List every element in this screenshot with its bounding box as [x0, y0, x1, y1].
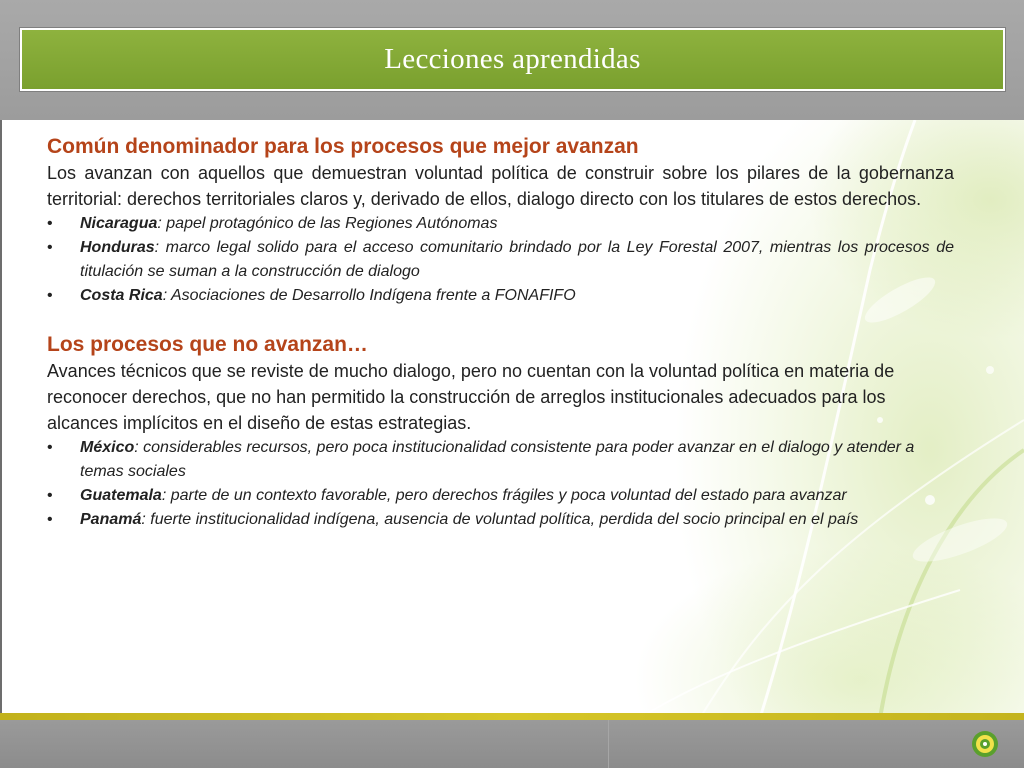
content-area	[0, 120, 1024, 718]
section-spacer	[47, 308, 954, 332]
bullet-icon: •	[47, 215, 53, 232]
bullet-icon: •	[47, 439, 53, 456]
country-name: Costa Rica	[80, 287, 163, 304]
left-border-line	[0, 120, 2, 718]
title-box	[20, 28, 1005, 91]
list-item	[47, 436, 954, 484]
footer-accent-bar	[0, 713, 1024, 720]
slide-body	[47, 134, 954, 532]
footer-divider	[608, 720, 609, 768]
header-band	[0, 0, 1024, 120]
country-name: Panamá	[80, 511, 142, 528]
country-name: México	[80, 439, 135, 456]
section1-heading: Común denominador para los procesos que mejor avanzan	[47, 135, 639, 158]
slide-title: Lecciones aprendidas	[384, 43, 641, 75]
country-name: Nicaragua	[80, 215, 158, 232]
bullet-text: : marco legal solido para el acceso comunitario brindado por la Ley Forestal 2007, mientras los procesos de titulación se suman a la construcción de dialogo	[80, 239, 954, 280]
list-item	[47, 508, 954, 532]
bullet-text: : considerables recursos, pero poca institucionalidad consistente para poder avanzar en el dialogo y atender a temas sociales	[80, 439, 915, 480]
country-name: Guatemala	[80, 487, 162, 504]
bullet-icon: •	[47, 287, 53, 304]
green-seal-logo-icon	[970, 729, 1000, 759]
bullet-icon: •	[47, 511, 53, 528]
bullet-text: : Asociaciones de Desarrollo Indígena frente a FONAFIFO	[162, 287, 576, 304]
list-item	[47, 212, 954, 236]
section2-bullet-list	[47, 436, 954, 532]
section1-bullet-list	[47, 212, 954, 308]
country-name: Honduras	[80, 239, 155, 256]
section2-paragraph: Avances técnicos que se reviste de mucho dialogo, pero no cuentan con la voluntad política en materia de reconocer derechos, que no han permitido la construcción de arreglos institucionales adecuados para los alcances implícitos en el diseño de estas estrategias.	[47, 361, 895, 433]
section2-heading: Los procesos que no avanzan…	[47, 333, 368, 356]
section1-paragraph: Los avanzan con aquellos que demuestran voluntad política de construir sobre los pilares de la gobernanza territorial: derechos territoriales claros y, derivado de ellos, dialogo directo con los titulares de estos derechos.	[47, 163, 954, 209]
bullet-icon: •	[47, 239, 53, 256]
bullet-text: : papel protagónico de las Regiones Autónomas	[157, 215, 498, 232]
footer-band	[0, 720, 1024, 768]
list-item	[47, 284, 954, 308]
bullet-text: : parte de un contexto favorable, pero derechos frágiles y poca voluntad del estado para avanzar	[161, 487, 847, 504]
list-item	[47, 236, 954, 284]
bullet-text: : fuerte institucionalidad indígena, ausencia de voluntad política, perdida del socio principal en el país	[141, 511, 859, 528]
list-item	[47, 484, 954, 508]
bullet-icon: •	[47, 487, 53, 504]
